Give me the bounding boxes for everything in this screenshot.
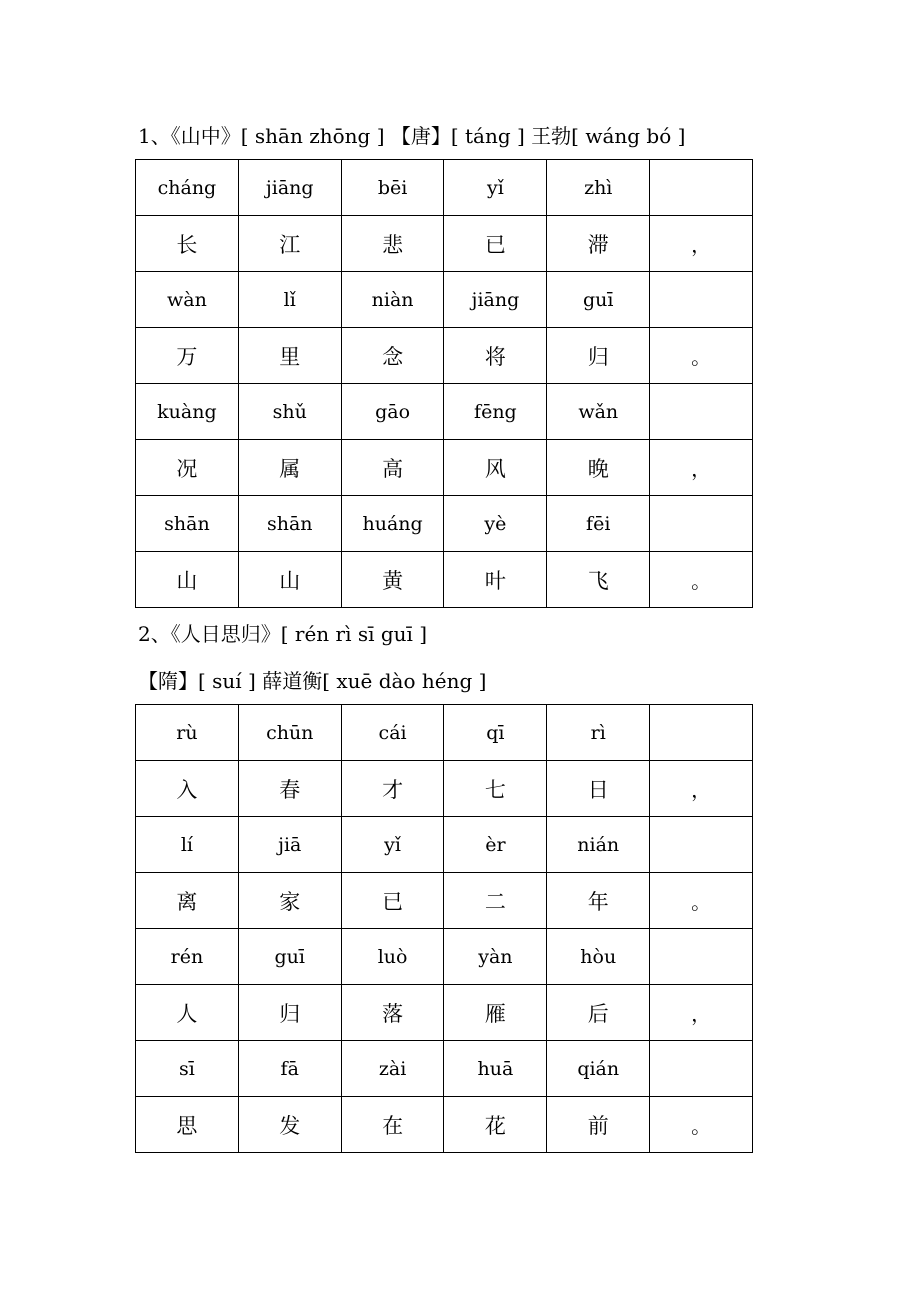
character-row <box>136 216 753 272</box>
pinyin-cell: cái <box>341 705 444 761</box>
pinyin-cell: luò <box>341 929 444 985</box>
character-cell: 念 <box>341 328 444 384</box>
empty-cell <box>650 496 753 552</box>
pinyin-cell: huáng <box>341 496 444 552</box>
character-row <box>136 552 753 608</box>
pinyin-cell: wǎn <box>547 384 650 440</box>
pinyin-cell: jiāng <box>238 160 341 216</box>
punctuation-cell: 。 <box>650 1097 753 1153</box>
character-cell: 在 <box>341 1097 444 1153</box>
pinyin-cell: nián <box>547 817 650 873</box>
punctuation-cell: ， <box>650 440 753 496</box>
pinyin-row <box>136 705 753 761</box>
character-cell: 后 <box>547 985 650 1041</box>
character-cell: 人 <box>136 985 239 1041</box>
character-cell: 发 <box>238 1097 341 1153</box>
pinyin-cell: guī <box>238 929 341 985</box>
character-row <box>136 1097 753 1153</box>
pinyin-cell: zài <box>341 1041 444 1097</box>
pinyin-cell: bēi <box>341 160 444 216</box>
pinyin-cell: shǔ <box>238 384 341 440</box>
character-cell: 万 <box>136 328 239 384</box>
character-cell: 飞 <box>547 552 650 608</box>
empty-cell <box>650 705 753 761</box>
character-cell: 山 <box>136 552 239 608</box>
pinyin-cell: fā <box>238 1041 341 1097</box>
pinyin-cell: huā <box>444 1041 547 1097</box>
pinyin-cell: shān <box>136 496 239 552</box>
pinyin-cell: qián <box>547 1041 650 1097</box>
poem-2-byline: 【隋】[ suí ] 薛道衡[ xuē dào héng ] <box>138 669 487 693</box>
character-cell: 黄 <box>341 552 444 608</box>
punctuation-cell: ， <box>650 761 753 817</box>
character-cell: 二 <box>444 873 547 929</box>
pinyin-cell: lǐ <box>238 272 341 328</box>
character-cell: 才 <box>341 761 444 817</box>
pinyin-cell: jiāng <box>444 272 547 328</box>
character-cell: 里 <box>238 328 341 384</box>
pinyin-cell: wàn <box>136 272 239 328</box>
character-cell: 日 <box>547 761 650 817</box>
pinyin-cell: fēi <box>547 496 650 552</box>
character-cell: 滞 <box>547 216 650 272</box>
character-row <box>136 761 753 817</box>
punctuation-cell: 。 <box>650 328 753 384</box>
empty-cell <box>650 929 753 985</box>
character-cell: 家 <box>238 873 341 929</box>
character-cell: 离 <box>136 873 239 929</box>
character-cell: 归 <box>238 985 341 1041</box>
character-cell: 已 <box>341 873 444 929</box>
character-cell: 雁 <box>444 985 547 1041</box>
pinyin-row <box>136 817 753 873</box>
pinyin-cell: fēng <box>444 384 547 440</box>
punctuation-cell: 。 <box>650 873 753 929</box>
pinyin-cell: jiā <box>238 817 341 873</box>
pinyin-cell: rù <box>136 705 239 761</box>
pinyin-cell: yǐ <box>444 160 547 216</box>
empty-cell <box>650 384 753 440</box>
pinyin-cell: hòu <box>547 929 650 985</box>
pinyin-row <box>136 160 753 216</box>
poem-2-table <box>135 704 753 1153</box>
pinyin-row <box>136 272 753 328</box>
pinyin-cell: èr <box>444 817 547 873</box>
punctuation-cell: 。 <box>650 552 753 608</box>
pinyin-cell: yǐ <box>341 817 444 873</box>
character-cell: 高 <box>341 440 444 496</box>
empty-cell <box>650 817 753 873</box>
punctuation-cell: ， <box>650 985 753 1041</box>
character-cell: 已 <box>444 216 547 272</box>
character-cell: 花 <box>444 1097 547 1153</box>
character-cell: 江 <box>238 216 341 272</box>
pinyin-cell: lí <box>136 817 239 873</box>
empty-cell <box>650 160 753 216</box>
character-cell: 入 <box>136 761 239 817</box>
poem-2-heading: 2、《人日思归》[ rén rì sī guī ] <box>138 622 428 646</box>
pinyin-cell: zhì <box>547 160 650 216</box>
character-cell: 将 <box>444 328 547 384</box>
empty-cell <box>650 272 753 328</box>
pinyin-cell: sī <box>136 1041 239 1097</box>
character-cell: 况 <box>136 440 239 496</box>
pinyin-cell: chūn <box>238 705 341 761</box>
character-cell: 属 <box>238 440 341 496</box>
pinyin-row <box>136 929 753 985</box>
character-cell: 山 <box>238 552 341 608</box>
character-row <box>136 985 753 1041</box>
pinyin-cell: gāo <box>341 384 444 440</box>
pinyin-cell: kuàng <box>136 384 239 440</box>
empty-cell <box>650 1041 753 1097</box>
character-row <box>136 440 753 496</box>
character-cell: 晚 <box>547 440 650 496</box>
poem-1-heading: 1、《山中》[ shān zhōng ] 【唐】[ táng ] 王勃[ wáng bó ] <box>138 124 686 148</box>
pinyin-cell: guī <box>547 272 650 328</box>
pinyin-cell: shān <box>238 496 341 552</box>
pinyin-cell: rén <box>136 929 239 985</box>
character-cell: 叶 <box>444 552 547 608</box>
character-cell: 长 <box>136 216 239 272</box>
pinyin-row <box>136 384 753 440</box>
pinyin-cell: yè <box>444 496 547 552</box>
character-cell: 风 <box>444 440 547 496</box>
pinyin-cell: cháng <box>136 160 239 216</box>
pinyin-cell: qī <box>444 705 547 761</box>
character-cell: 年 <box>547 873 650 929</box>
pinyin-cell: niàn <box>341 272 444 328</box>
pinyin-cell: rì <box>547 705 650 761</box>
character-cell: 落 <box>341 985 444 1041</box>
character-cell: 七 <box>444 761 547 817</box>
character-cell: 归 <box>547 328 650 384</box>
character-cell: 前 <box>547 1097 650 1153</box>
character-cell: 春 <box>238 761 341 817</box>
punctuation-cell: ， <box>650 216 753 272</box>
poem-1-table <box>135 159 753 608</box>
pinyin-row <box>136 496 753 552</box>
character-row <box>136 328 753 384</box>
pinyin-row <box>136 1041 753 1097</box>
pinyin-cell: yàn <box>444 929 547 985</box>
character-cell: 悲 <box>341 216 444 272</box>
character-row <box>136 873 753 929</box>
character-cell: 思 <box>136 1097 239 1153</box>
